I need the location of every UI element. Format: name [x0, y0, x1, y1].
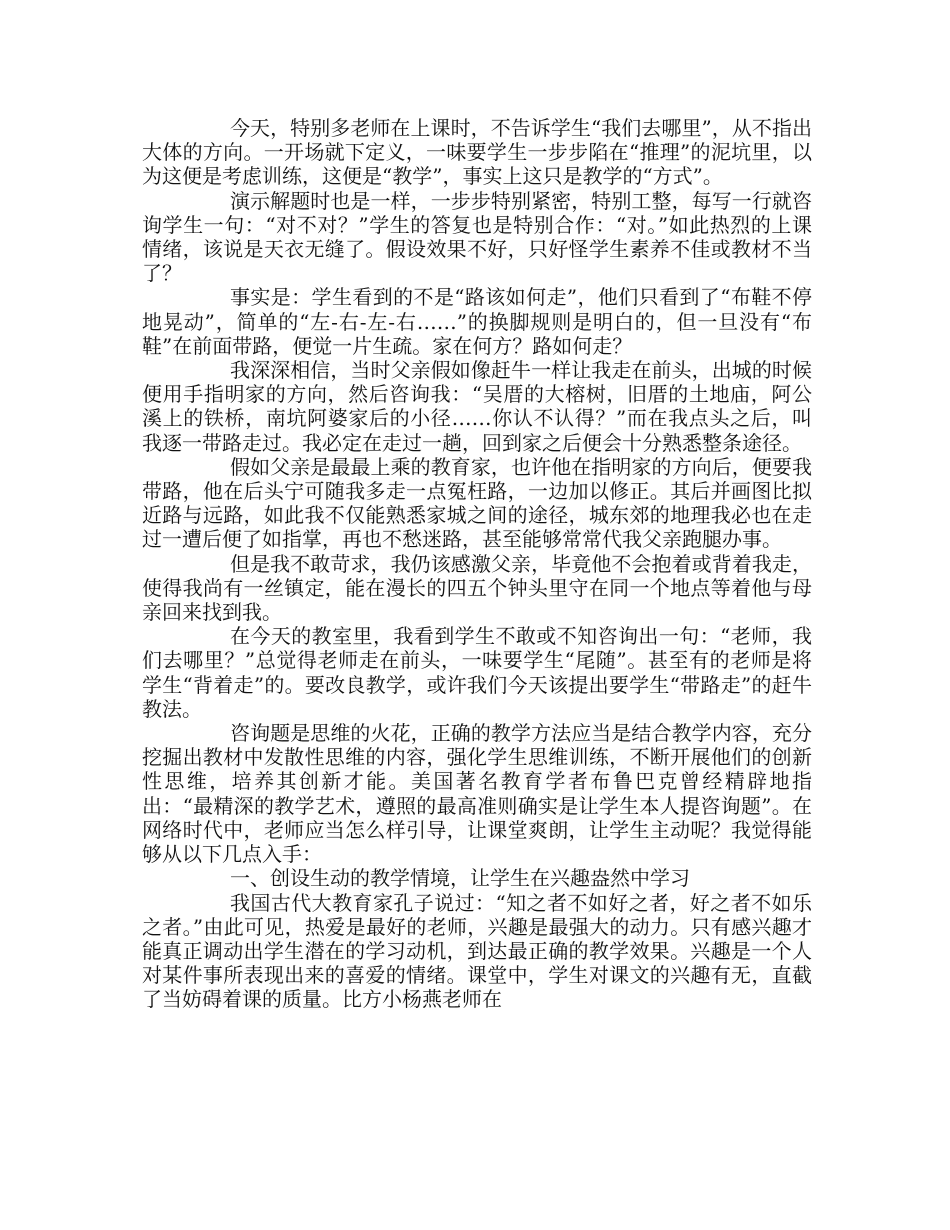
paragraph: 在今天的教室里，我看到学生不敢或不知咨询出一句：“老师，我们去哪里？”总觉得老师走在前头，一味要学生“尾随”。甚至有的老师是将学生“背着走”的。要改良教学，或许我们今天该提出要学生“带路走”的赶牛教法。	[142, 624, 812, 721]
paragraph: 今天，特别多老师在上课时，不告诉学生“我们去哪里”，从不指出大体的方向。一开场就下定义，一味要学生一步步陷在“推理”的泥坑里，以为这便是考虑训练，这便是“教学”，事实上这只是教学的“方式”。	[142, 116, 812, 189]
paragraph: 我国古代大教育家孔子说过：“知之者不如好之者，好之者不如乐之者。”由此可见，热爱是最好的老师，兴趣是最强大的动力。只有感兴趣才能真正调动出学生潜在的学习动机，到达最正确的教学效果。兴趣是一个人对某件事所表现出来的喜爱的情绪。课堂中，学生对课文的兴趣有无，直截了当妨碍着课的质量。比方小杨燕老师在	[142, 890, 812, 1012]
paragraph: 演示解题时也是一样，一步步特别紧密，特别工整，每写一行就咨询学生一句：“对不对？”学生的答复也是特别合作：“对。”如此热烈的上课情绪，该说是天衣无缝了。假设效果不好，只好怪学生素养不佳或教材不当了？	[142, 188, 812, 286]
paragraph: 事实是：学生看到的不是“路该如何走”，他们只看到了“布鞋不停地晃动”，简单的“左-右-左-右……”的换脚规则是明白的，但一旦没有“布鞋”在前面带路，便觉一片生疏。家在何方？路如何走？	[142, 285, 812, 358]
document-body	[142, 116, 812, 1012]
section-heading: 一、创设生动的教学情境，让学生在兴趣盎然中学习	[230, 866, 690, 891]
paragraph: 我深深相信，当时父亲假如像赶牛一样让我走在前头，出城的时候便用手指明家的方向，然后咨询我：“吴厝的大榕树，旧厝的土地庙，阿公溪上的铁桥，南坑阿婆家后的小径……你认不认得？”而在我点头之后，叫我逐一带路走过。我必定在走过一趟，回到家之后便会十分熟悉整条途径。	[142, 358, 812, 455]
paragraph: 但是我不敢苛求，我仍该感激父亲，毕竟他不会抱着或背着我走，使得我尚有一丝镇定，能在漫长的四五个钟头里守在同一个地点等着他与母亲回来找到我。	[142, 551, 812, 625]
paragraph: 假如父亲是最最上乘的教育家，也许他在指明家的方向后，便要我带路，他在后头宁可随我多走一点冤枉路，一边加以修正。其后并画图比拟近路与远路，如此我不仅能熟悉家城之间的途径，城东郊的地理我必也在走过一遭后便了如指掌，再也不愁迷路，甚至能够常常代我父亲跑腿办事。	[142, 454, 812, 552]
paragraph: 咨询题是思维的火花，正确的教学方法应当是结合教学内容，充分挖掘出教材中发散性思维的内容，强化学生思维训练，不断开展他们的创新性思维，培养其创新才能。美国著名教育学者布鲁巴克曾经精辟地指出：“最精深的教学艺术，遵照的最高准则确实是让学生本人提咨询题”。在网络时代中，老师应当怎么样引导，让课堂爽朗，让学生主动呢？我觉得能够从以下几点入手：	[142, 721, 812, 867]
